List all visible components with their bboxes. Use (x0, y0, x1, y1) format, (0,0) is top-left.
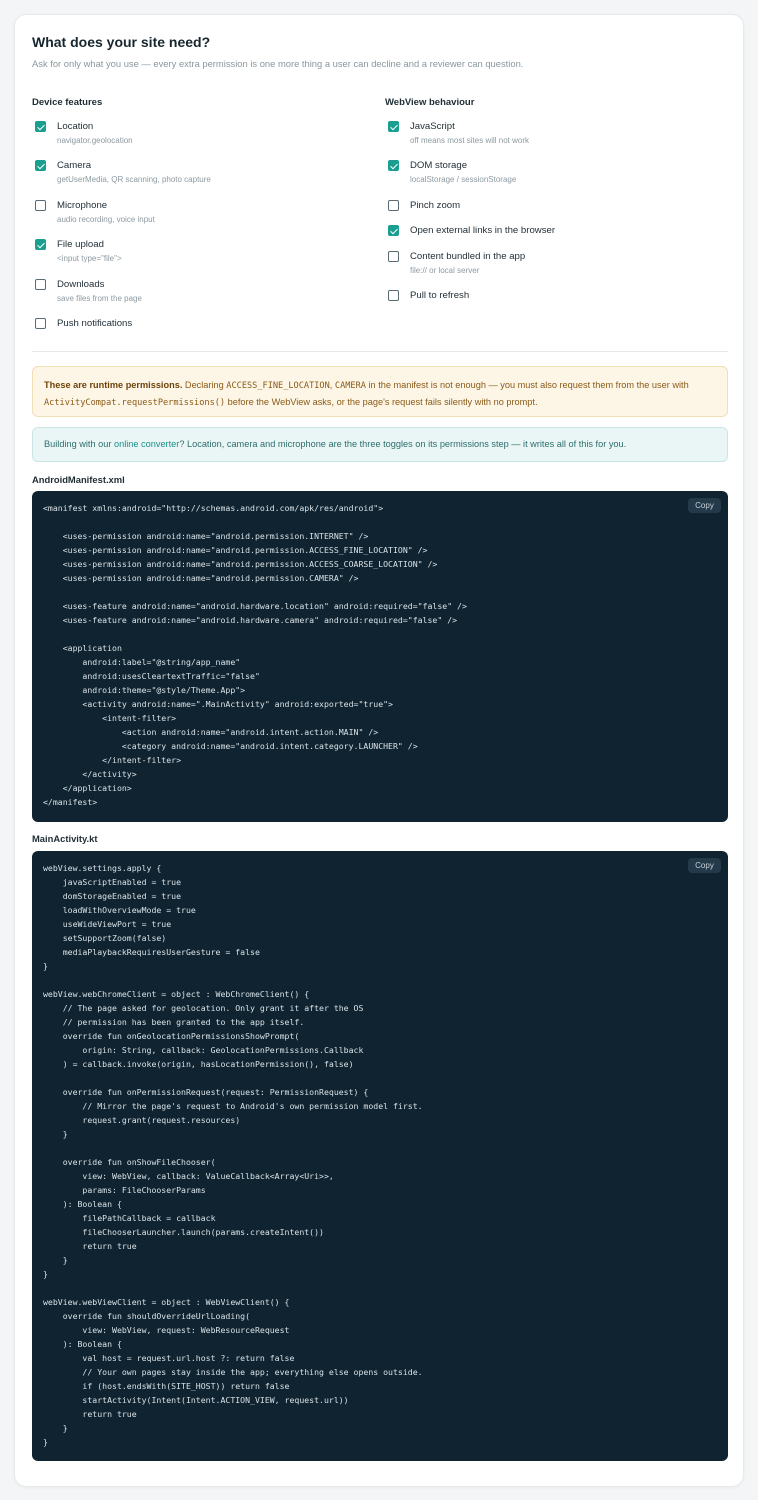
microphone-checkbox[interactable] (35, 200, 46, 211)
option-bundled-content[interactable] (388, 251, 718, 281)
option-hint: file:// or local server (410, 266, 480, 275)
code-fine-location: ACCESS_FINE_LOCATION (226, 381, 330, 391)
bundled-content-checkbox[interactable] (388, 251, 399, 262)
option-hint: audio recording, voice input (57, 215, 155, 224)
manifest-code: <manifest xmlns:android="http://schemas.android.com/apk/res/android"> <uses-permission android:name="android.permission.INTERNET" /> <uses-permission android:name="android.permission.ACCESS_FINE_LOCATION" /> <uses-permission android:name="android.permission.ACCESS_COARSE_LOCATION" /> <uses-permission android:name="android.permission.CAMERA" /> <uses-feature android:name="android.hardware.location" android:required="false" /> <uses-feature android:name="android.hardware.camera" android:required="false" /> <application android:label="@string/app_name" android:usesCleartextTraffic="false" android:theme="@style/Theme.App"> <activity android:name=".MainActivity" android:exported="true"> <intent-filter> <action android:name="android.intent.action.MAIN" /> <category android:name="android.intent.category.LAUNCHER" /> </intent-filter> </activity> </application> </manifest> (43, 503, 467, 807)
option-camera[interactable] (35, 160, 365, 190)
option-label: File upload (57, 239, 104, 250)
option-label: Camera (57, 160, 92, 171)
option-file-upload[interactable] (35, 239, 365, 269)
option-javascript[interactable] (388, 121, 718, 151)
activity-code: webView.settings.apply { javaScriptEnabled = true domStorageEnabled = true loadWithOverviewMode = true useWideViewPort = true setSupportZoom(false) mediaPlaybackRequiresUserGesture = false } webView.webChromeClient = object : WebChromeClient() { // The page asked for geolocation. Only grant it after the OS // permission has been granted to the app itself. override fun onGeolocationPermissionsShowPrompt( origin: String, callback: GeolocationPermissions.Callback ) = callback.invoke(origin, hasLocationPermission(), false) override fun onPermissionRequest(request: PermissionRequest) { // Mirror the page's request to Android's own permission model first. request.grant(request.resources) } override fun onShowFileChooser( view: WebView, callback: ValueCallback<Array<Uri>>, params: FileChooserParams ): Boolean { filePathCallback = callback fileChooserLauncher.launch(params.createIntent()) return true } } webView.webViewClient = object : WebViewClient() { override fun shouldOverrideUrlLoading( view: WebView, request: WebResourceRequest ): Boolean { val host = request.url.host ?: return false // Your own pages stay inside the app; everything else opens outside. if (host.endsWith(SITE_HOST)) return false startActivity(Intent(Intent.ACTION_VIEW, request.url)) return true } } (43, 863, 423, 1447)
option-dom-storage[interactable] (388, 160, 718, 190)
activity-filename: MainActivity.kt (32, 833, 98, 844)
page-title: What does your site need? (32, 34, 211, 50)
webview-behaviour-heading: WebView behaviour (385, 97, 475, 108)
option-label: Pull to refresh (410, 290, 470, 301)
javascript-checkbox[interactable] (388, 121, 399, 132)
online-converter-link[interactable]: online converter (113, 439, 180, 449)
downloads-checkbox[interactable] (35, 279, 46, 290)
pull-to-refresh-checkbox[interactable] (388, 290, 399, 301)
location-checkbox[interactable] (35, 121, 46, 132)
option-label: Open external links in the browser (410, 225, 556, 236)
manifest-filename: AndroidManifest.xml (32, 474, 125, 485)
option-pull-to-refresh[interactable] (388, 290, 718, 320)
option-hint: save files from the page (57, 294, 142, 303)
option-label: Content bundled in the app (410, 251, 526, 262)
option-microphone[interactable] (35, 200, 365, 230)
option-hint: getUserMedia, QR scanning, photo capture (57, 175, 211, 184)
warning-text: , (329, 380, 335, 390)
warning-text: before the WebView asks, or the page's request fails silently with no prompt. (225, 397, 538, 407)
camera-checkbox[interactable] (35, 160, 46, 171)
option-label: JavaScript (410, 121, 455, 132)
option-hint: off means most sites will not work (410, 136, 530, 145)
push-notifications-checkbox[interactable] (35, 318, 46, 329)
option-label: Downloads (57, 279, 105, 290)
option-label: DOM storage (410, 160, 468, 171)
copy-manifest-button[interactable]: Copy (688, 498, 721, 513)
code-request-permissions: ActivityCompat.requestPermissions() (44, 398, 226, 408)
code-camera: CAMERA (334, 381, 366, 391)
warning-title: These are runtime permissions. (44, 380, 183, 390)
activity-code-block (32, 851, 728, 1461)
device-features-heading: Device features (32, 97, 103, 108)
warning-text: Declaring (182, 380, 227, 390)
settings-card (14, 14, 744, 1487)
option-hint: navigator.geolocation (57, 136, 133, 145)
section-divider (32, 351, 728, 352)
option-push-notifications[interactable] (35, 318, 365, 348)
dom-storage-checkbox[interactable] (388, 160, 399, 171)
copy-activity-button[interactable]: Copy (688, 858, 721, 873)
option-label: Microphone (57, 200, 108, 211)
pinch-zoom-checkbox[interactable] (388, 200, 399, 211)
file-upload-checkbox[interactable] (35, 239, 46, 250)
option-label: Location (57, 121, 94, 132)
runtime-permissions-warning (32, 366, 728, 417)
page-subtitle: Ask for only what you use — every extra permission is one more thing a user can decline and a reviewer can question. (32, 58, 524, 69)
info-text: ? Location, camera and microphone are the three toggles on its permissions step — it writes all of this for you. (179, 439, 627, 449)
option-hint: <input type="file"> (57, 254, 122, 263)
external-links-checkbox[interactable] (388, 225, 399, 236)
warning-text: in the manifest is not enough — you must also request them from the user with (365, 380, 689, 390)
option-downloads[interactable] (35, 279, 365, 309)
manifest-code-block (32, 491, 728, 822)
option-hint: localStorage / sessionStorage (410, 175, 517, 184)
info-text: Building with our (44, 439, 114, 449)
option-label: Push notifications (57, 318, 133, 329)
option-label: Pinch zoom (410, 200, 461, 211)
option-location[interactable] (35, 121, 365, 151)
converter-info-note (32, 427, 728, 462)
